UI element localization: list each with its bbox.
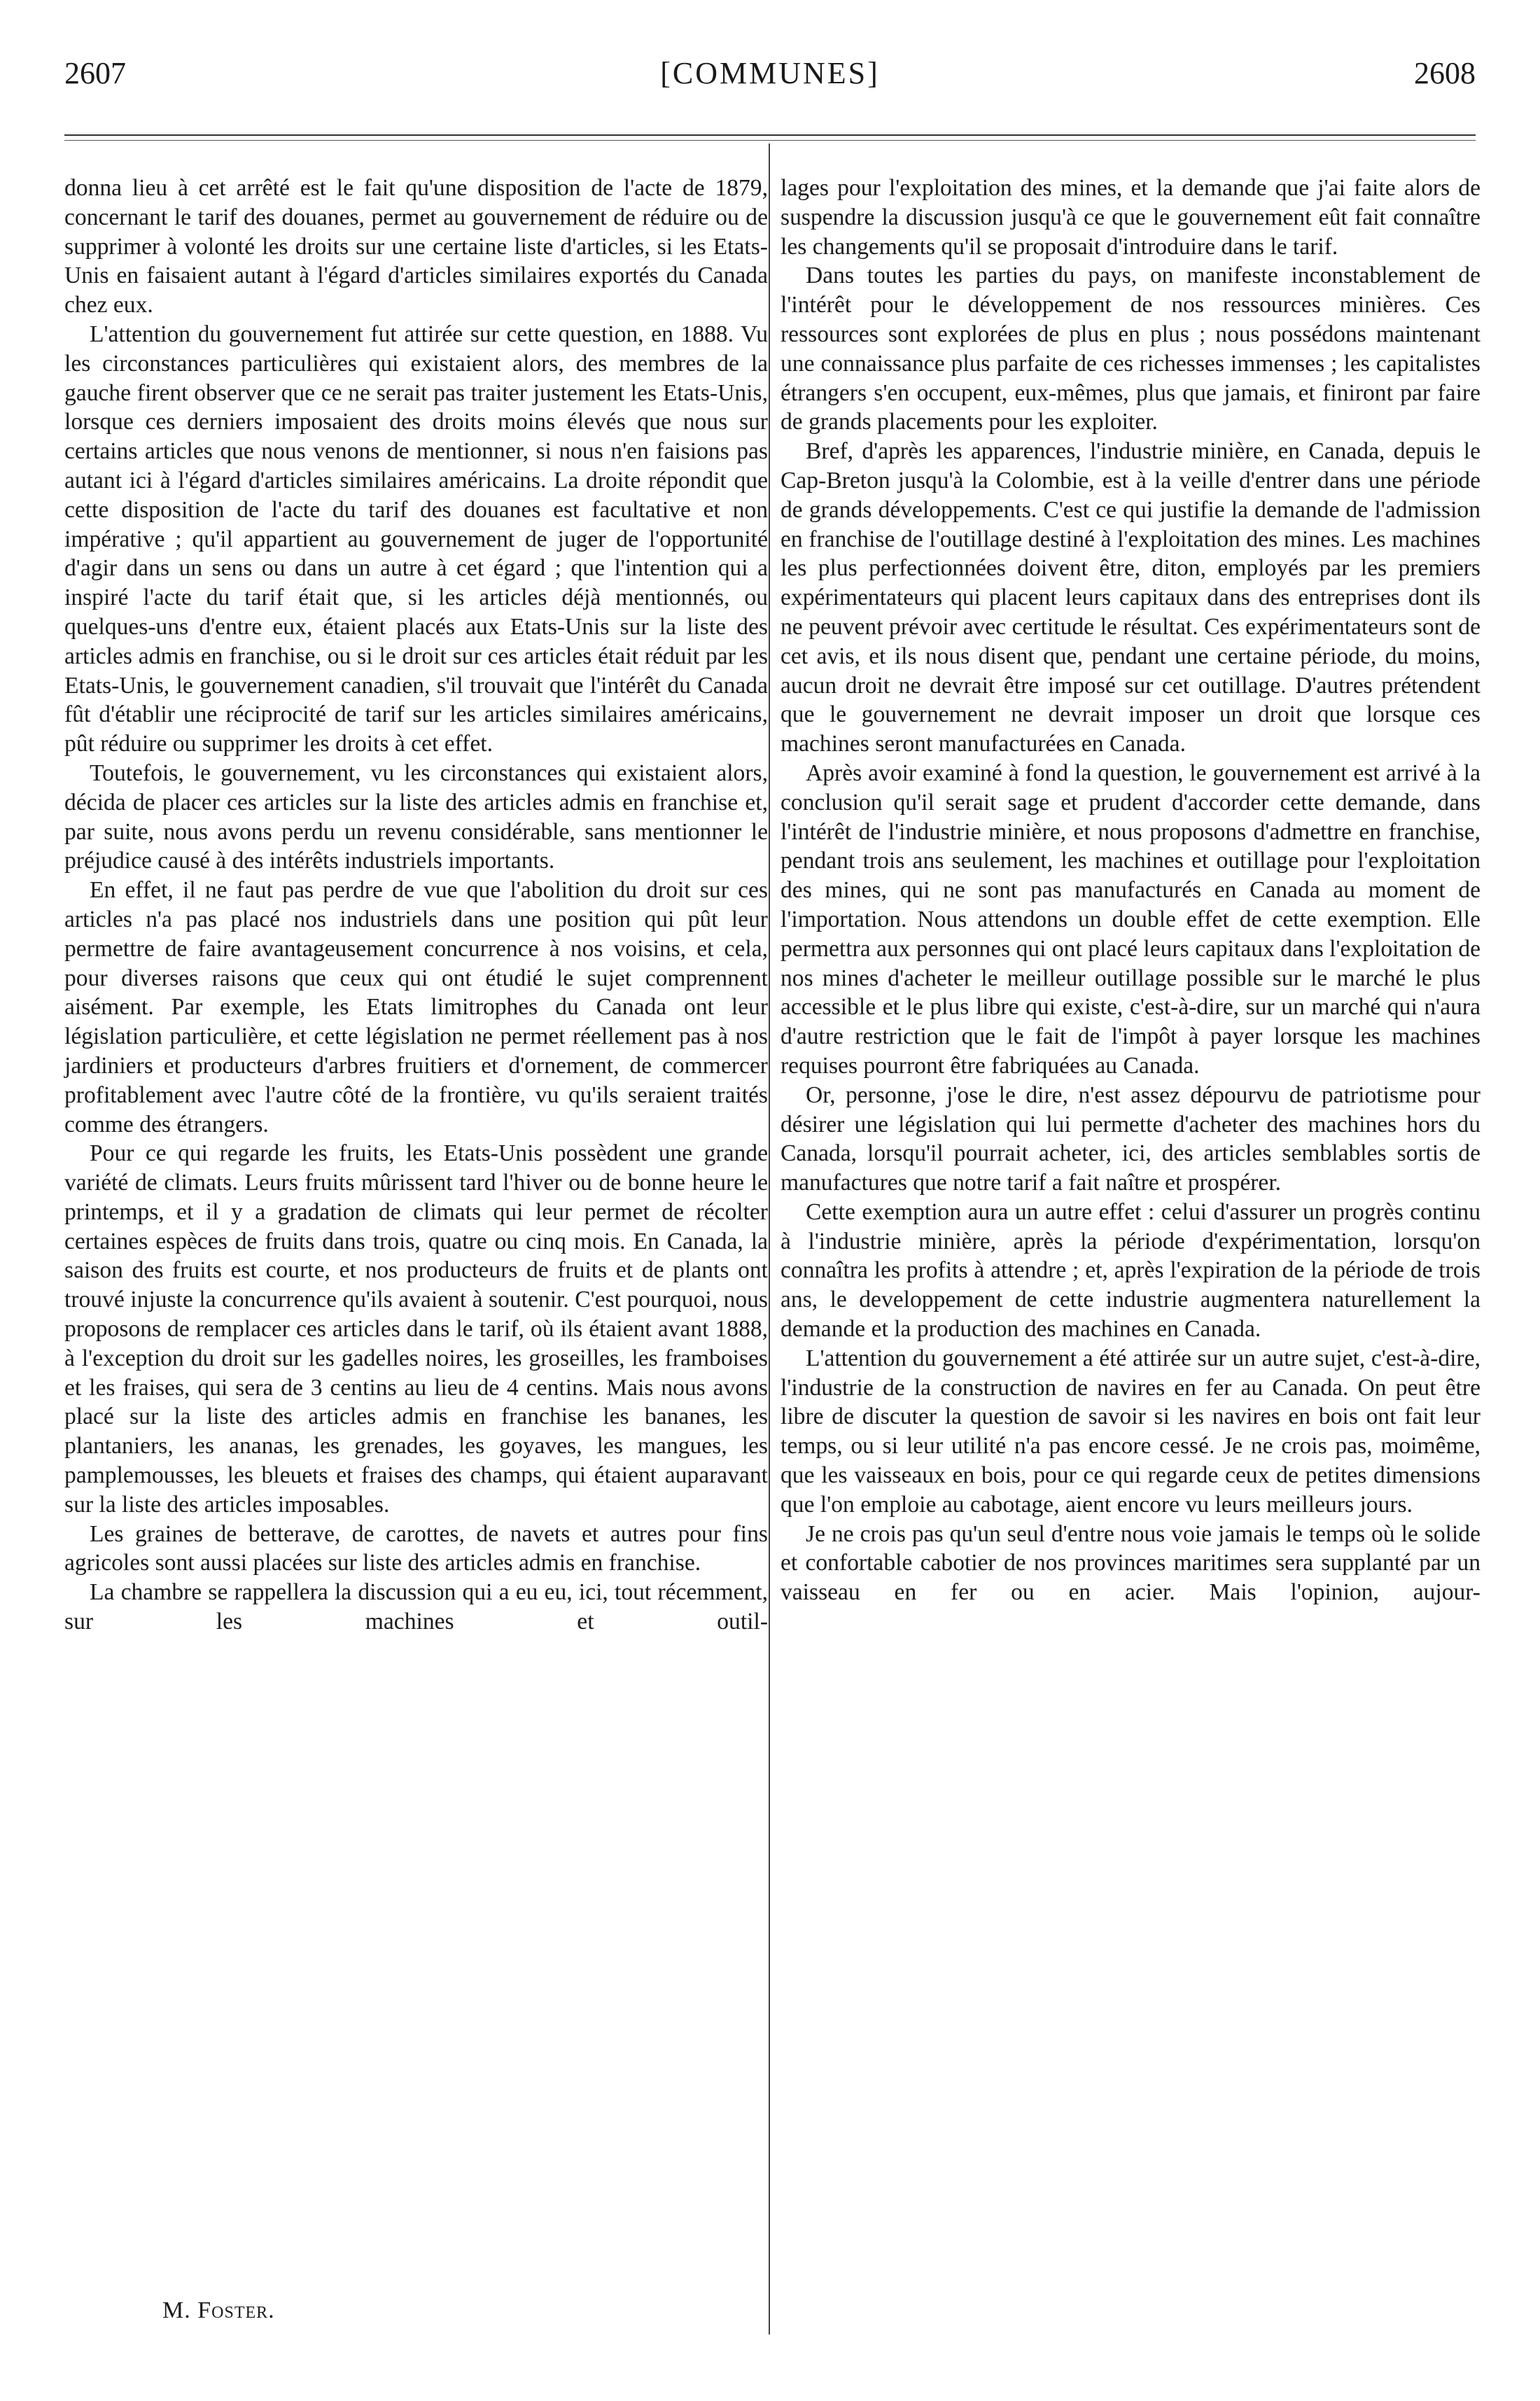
paragraph: Après avoir examiné à fond la question, le gouvernement est arrivé à la conclusion qu'il serait sage et prudent d'accorder cette demande, dans l'intérêt de l'industrie minière, et nous proposons d'admettre en franchise, pendant trois ans seulement, les machines et outillage pour l'exploitation des mines, qui ne sont pas manufacturés en Canada au moment de l'importation. Nous attendons un double effet de cette exemption. Elle permettra aux personnes qui ont placé leurs capitaux dans l'exploitation de nos mines d'acheter le meilleur outillage possible sur le marché le plus accessible et le plus libre qui existe, c'est-à-dire, sur un marché qui n'aura d'autre restriction que le fait de l'impôt à payer lorsque les machines requises pourront être fabriquées au Canada. <box>780 760 1481 1079</box>
paragraph: Toutefois, le gouvernement, vu les circonstances qui existaient alors, décida de placer ces articles sur la liste des articles admis en franchise et, par suite, nous avons perdu un revenu considérable, sans mentionner le préjudice causé à des intérêts industriels importants. <box>64 760 768 874</box>
paragraph: Cette exemption aura un autre effet : celui d'assurer un progrès continu à l'industrie minière, après la période d'expérimentation, lorsqu'on connaîtra les profits à attendre ; et, après l'expiration de la période de trois ans, le developpement de cette industrie augmentera naturellement la demande et la production des machines en Canada. <box>780 1198 1480 1343</box>
left-column <box>64 174 768 1637</box>
page-number-left: 2607 <box>64 56 126 90</box>
paragraph: La chambre se rappellera la discussion qui a eu eu, ici, tout récemment, sur les machines et outil- <box>64 1579 768 1635</box>
right-column <box>780 174 1480 1607</box>
paragraph: L'attention du gouvernement a été attirée sur un autre sujet, c'est-à-dire, l'industrie de la construction de navires en fer au Canada. On peut être libre de discuter la question de savoir si les navires en bois ont fait leur temps, ou si leur utilité n'a pas encore cessé. Je ne crois pas, moimême, que les vaisseaux en bois, pour ce qui regarde ceux de petites dimensions que l'on emploie au cabotage, aient encore vu leurs meilleurs jours. <box>780 1345 1480 1518</box>
page-header <box>0 49 1540 98</box>
paragraph: En effet, il ne faut pas perdre de vue que l'abolition du droit sur ces articles n'a pas placé nos industriels dans une position qui pût leur permettre de faire avantageusement concurrence à nos voisins, et cela, pour diverses raisons que ceux qui ont étudié le sujet comprennent aisément. Par exemple, les Etats limitrophes du Canada ont leur législation particulière, et cette législation ne permet réellement pas à nos jardiniers et producteurs d'arbres fruitiers et d'ornement, de commercer profitablement avec l'autre côté de la frontière, vu qu'ils seraient traités comme des étrangers. <box>64 877 768 1138</box>
column-divider <box>769 144 770 2334</box>
header-rule <box>64 134 1476 136</box>
paragraph: Dans toutes les parties du pays, on manifeste inconstablement de l'intérêt pour le développement de nos ressources minières. Ces ressources sont explorées de plus en plus ; nous possédons maintenant une connaissance plus parfaite de ces richesses immenses ; les capitalistes étrangers s'en occupent, eux-mêmes, plus que jamais, et finiront par faire de grands placements pour les exploiter. <box>780 262 1480 435</box>
paragraph: lages pour l'exploitation des mines, et la demande que j'ai faite alors de suspendre la discussion jusqu'à ce que le gouvernement eût fait connaître les changements qu'il se proposait d'introduire dans le tarif. <box>780 175 1480 260</box>
paragraph: Je ne crois pas qu'un seul d'entre nous voie jamais le temps où le solide et confortable cabotier de nos provinces maritimes sera supplanté par un vaisseau en fer ou en acier. Mais l'opinion, aujour- <box>780 1520 1480 1606</box>
paragraph: Pour ce qui regarde les fruits, les Etats-Unis possèdent une grande variété de climats. Leurs fruits mûrissent tard l'hiver ou de bonne heure le printemps, et il y a gradation de climats qui leur permet de récolter certaines espèces de fruits dans trois, quatre ou cinq mois. En Canada, la saison des fruits est courte, et nos producteurs de fruits et de plants ont trouvé injuste la concurrence qu'ils avaient à soutenir. C'est pourquoi, nous proposons de remplacer ces articles dans le tarif, où ils étaient avant 1888, à l'exception du droit sur les gadelles noires, les groseilles, les framboises et les fraises, qui sera de 3 centins au lieu de 4 centins. Mais nous avons placé sur la liste des articles admis en franchise les bananes, les plantaniers, les ananas, les grenades, les goyaves, les mangues, les pamplemousses, les bleuets et fraises des champs, qui étaient auparavant sur la liste des articles imposables. <box>64 1140 768 1518</box>
header-rule-thin <box>64 140 1476 141</box>
paragraph: donna lieu à cet arrêté est le fait qu'une disposition de l'acte de 1879, concernant le tarif des douanes, permet au gouvernement de réduire ou de supprimer à volonté les droits sur une certaine liste d'articles, si les Etats-Unis en faisaient autant à l'égard d'articles similaires exportés du Canada chez eux. <box>64 175 768 318</box>
paragraph: Or, personne, j'ose le dire, n'est assez dépourvu de patriotisme pour désirer une législation qui lui permette d'acheter des machines hors du Canada, lorsqu'il pourrait acheter, ici, des articles semblables sortis de manufactures que notre tarif a fait naître et prospérer. <box>780 1082 1480 1196</box>
speaker-footer: M. Foster. <box>162 2297 275 2323</box>
paragraph: Bref, d'après les apparences, l'industrie minière, en Canada, depuis le Cap-Breton jusqu'à la Colombie, est à la veille d'entrer dans une période de grands développements. C'est ce qui justifie la demande de l'admission en franchise de l'outillage destiné à l'exploitation des mines. Les machines les plus perfectionnées doivent être, diton, employés par les premiers expérimentateurs qui placent leurs capitaux dans des entreprises dont ils ne peuvent prévoir avec certitude le résultat. Ces expérimentateurs sont de cet avis, et ils nous disent que, pendant une certaine période, du moins, aucun droit ne devrait être imposé sur cet outillage. D'autres prétendent que le gouvernement ne devrait imposer un droit que lorsque ces machines seront manufacturées en Canada. <box>780 438 1480 757</box>
paragraph: L'attention du gouvernement fut attirée sur cette question, en 1888. Vu les circonstances particulières qui existaient alors, des membres de la gauche firent observer que ce ne serait pas traiter justement les Etats-Unis, lorsque ces derniers imposaient des droits moins élevés que nous sur certains articles que nous venons de mentionner, si nous n'en faisions pas autant ici à l'égard d'articles similaires américains. La droite répondit que cette disposition de l'acte du tarif des douanes est facultative et non impérative ; qu'il appartient au gouvernement de juger de l'opportunité d'agir dans un sens ou dans un autre à cet égard ; que l'intention qui a inspiré l'acte du tarif était que, si les articles déjà mentionnés, ou quelques-uns d'entre eux, étaient placés aux Etats-Unis sur la liste des articles admis en franchise, ou si le droit sur ces articles était réduit par les Etats-Unis, le gouvernement canadien, s'il trouvait que l'intérêt du Canada fût d'établir une réciprocité de tarif sur les articles similaires américains, pût réduire ou supprimer les droits à cet effet. <box>64 321 768 757</box>
paragraph: Les graines de betterave, de carottes, de navets et autres pour fins agricoles sont aussi placées sur liste des articles admis en franchise. <box>64 1520 768 1576</box>
page-number-right: 2608 <box>1414 56 1476 90</box>
running-head: [COMMUNES] <box>660 56 880 90</box>
